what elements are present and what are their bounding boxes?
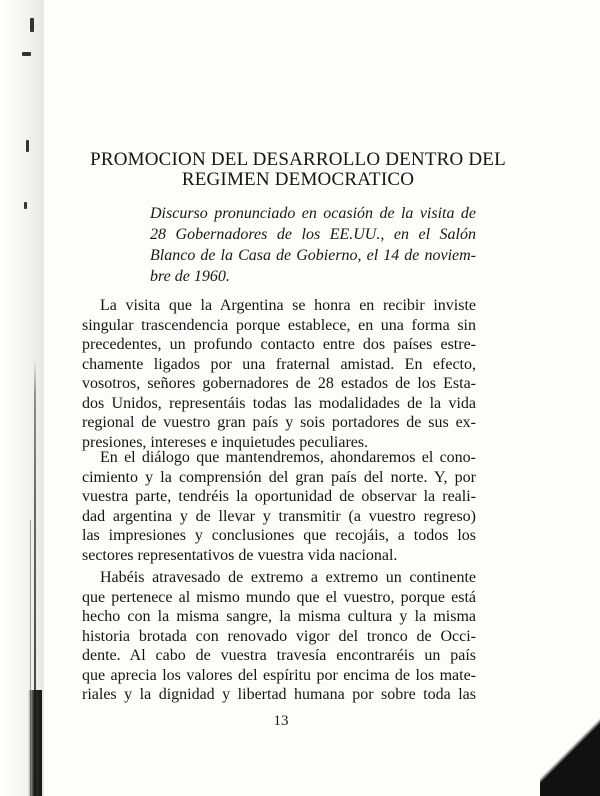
subtitle-line: 28 Gobernadores de los EE.UU., en el Salón xyxy=(150,226,476,243)
binding-edge xyxy=(0,0,44,796)
subtitle-line: Discurso pronunciado en ocasión de la visita de xyxy=(150,205,476,222)
subtitle-line: bre de 1960. xyxy=(150,268,230,285)
binding-dark-strip xyxy=(28,690,42,796)
text-line: dente. Al cabo de vuestra travesía encontraréis un país xyxy=(82,647,476,664)
edge-mark xyxy=(22,52,31,56)
page-number: 13 xyxy=(273,713,289,729)
title-line: REGIMEN DEMOCRATICO xyxy=(181,169,415,190)
text-line: chamente ligados por una fraternal amistad. En efecto, xyxy=(82,355,476,373)
text-line: que pertenece al mismo mundo que el vuestro, porque está xyxy=(82,588,476,606)
title-line: PROMOCION DEL DESARROLLO DENTRO DEL xyxy=(90,149,506,170)
text-line: historia brotada con renovado vigor del tronco de Occi- xyxy=(82,627,476,645)
text-line: singular trascendencia porque establece, en una forma sin xyxy=(82,316,476,334)
paragraph xyxy=(82,296,476,452)
text-line: dos Unidos, representáis todas las modalidades de la vida xyxy=(82,394,476,412)
text-line: hecho con la misma sangre, la misma cultura y la misma xyxy=(82,608,476,625)
paragraph xyxy=(82,448,476,565)
scanner-corner-shadow xyxy=(540,706,600,796)
text-line: La visita que la Argentina se honra en recibir inviste xyxy=(100,297,476,314)
text-line: cimiento y la comprensión del gran país del norte. Y, por xyxy=(82,468,476,486)
text-line: precedentes, un profundo contacto entre dos países estre- xyxy=(82,336,476,353)
text-line: vosotros, señores gobernadores de 28 estados de los Esta- xyxy=(82,375,476,392)
subtitle-line: Blanco de la Casa de Gobierno, el 14 de noviem- xyxy=(150,247,476,264)
text-line: dad argentina y de llevar y transmitir (a vuestro regreso) xyxy=(82,507,476,525)
edge-mark xyxy=(24,202,27,209)
text-line: vuestra parte, tendréis la oportunidad de observar la reali- xyxy=(82,488,476,505)
speech-subtitle xyxy=(150,203,476,287)
edge-mark xyxy=(30,18,34,32)
paragraph xyxy=(82,568,476,705)
text-line: sectores representativos de vuestra vida nacional. xyxy=(82,546,398,564)
text-line: En el diálogo que mantendremos, ahondaremos el cono- xyxy=(100,449,476,466)
text-line: riales y la dignidad y libertad humana por sobre toda las xyxy=(82,686,476,703)
text-line: Habéis atravesado de extremo a extremo un continente xyxy=(100,569,476,586)
text-line: que aprecia los valores del espíritu por encima de los mate- xyxy=(82,666,476,684)
text-line: las impresiones y conclusiones que recojáis, a todos los xyxy=(82,527,476,544)
text-line: presiones, intereses e inquietudes peculiares. xyxy=(82,433,369,451)
text-line: regional de vuestro gran país y sois portadores de sus ex- xyxy=(82,414,476,431)
edge-mark xyxy=(26,140,29,152)
page-title xyxy=(60,150,536,190)
